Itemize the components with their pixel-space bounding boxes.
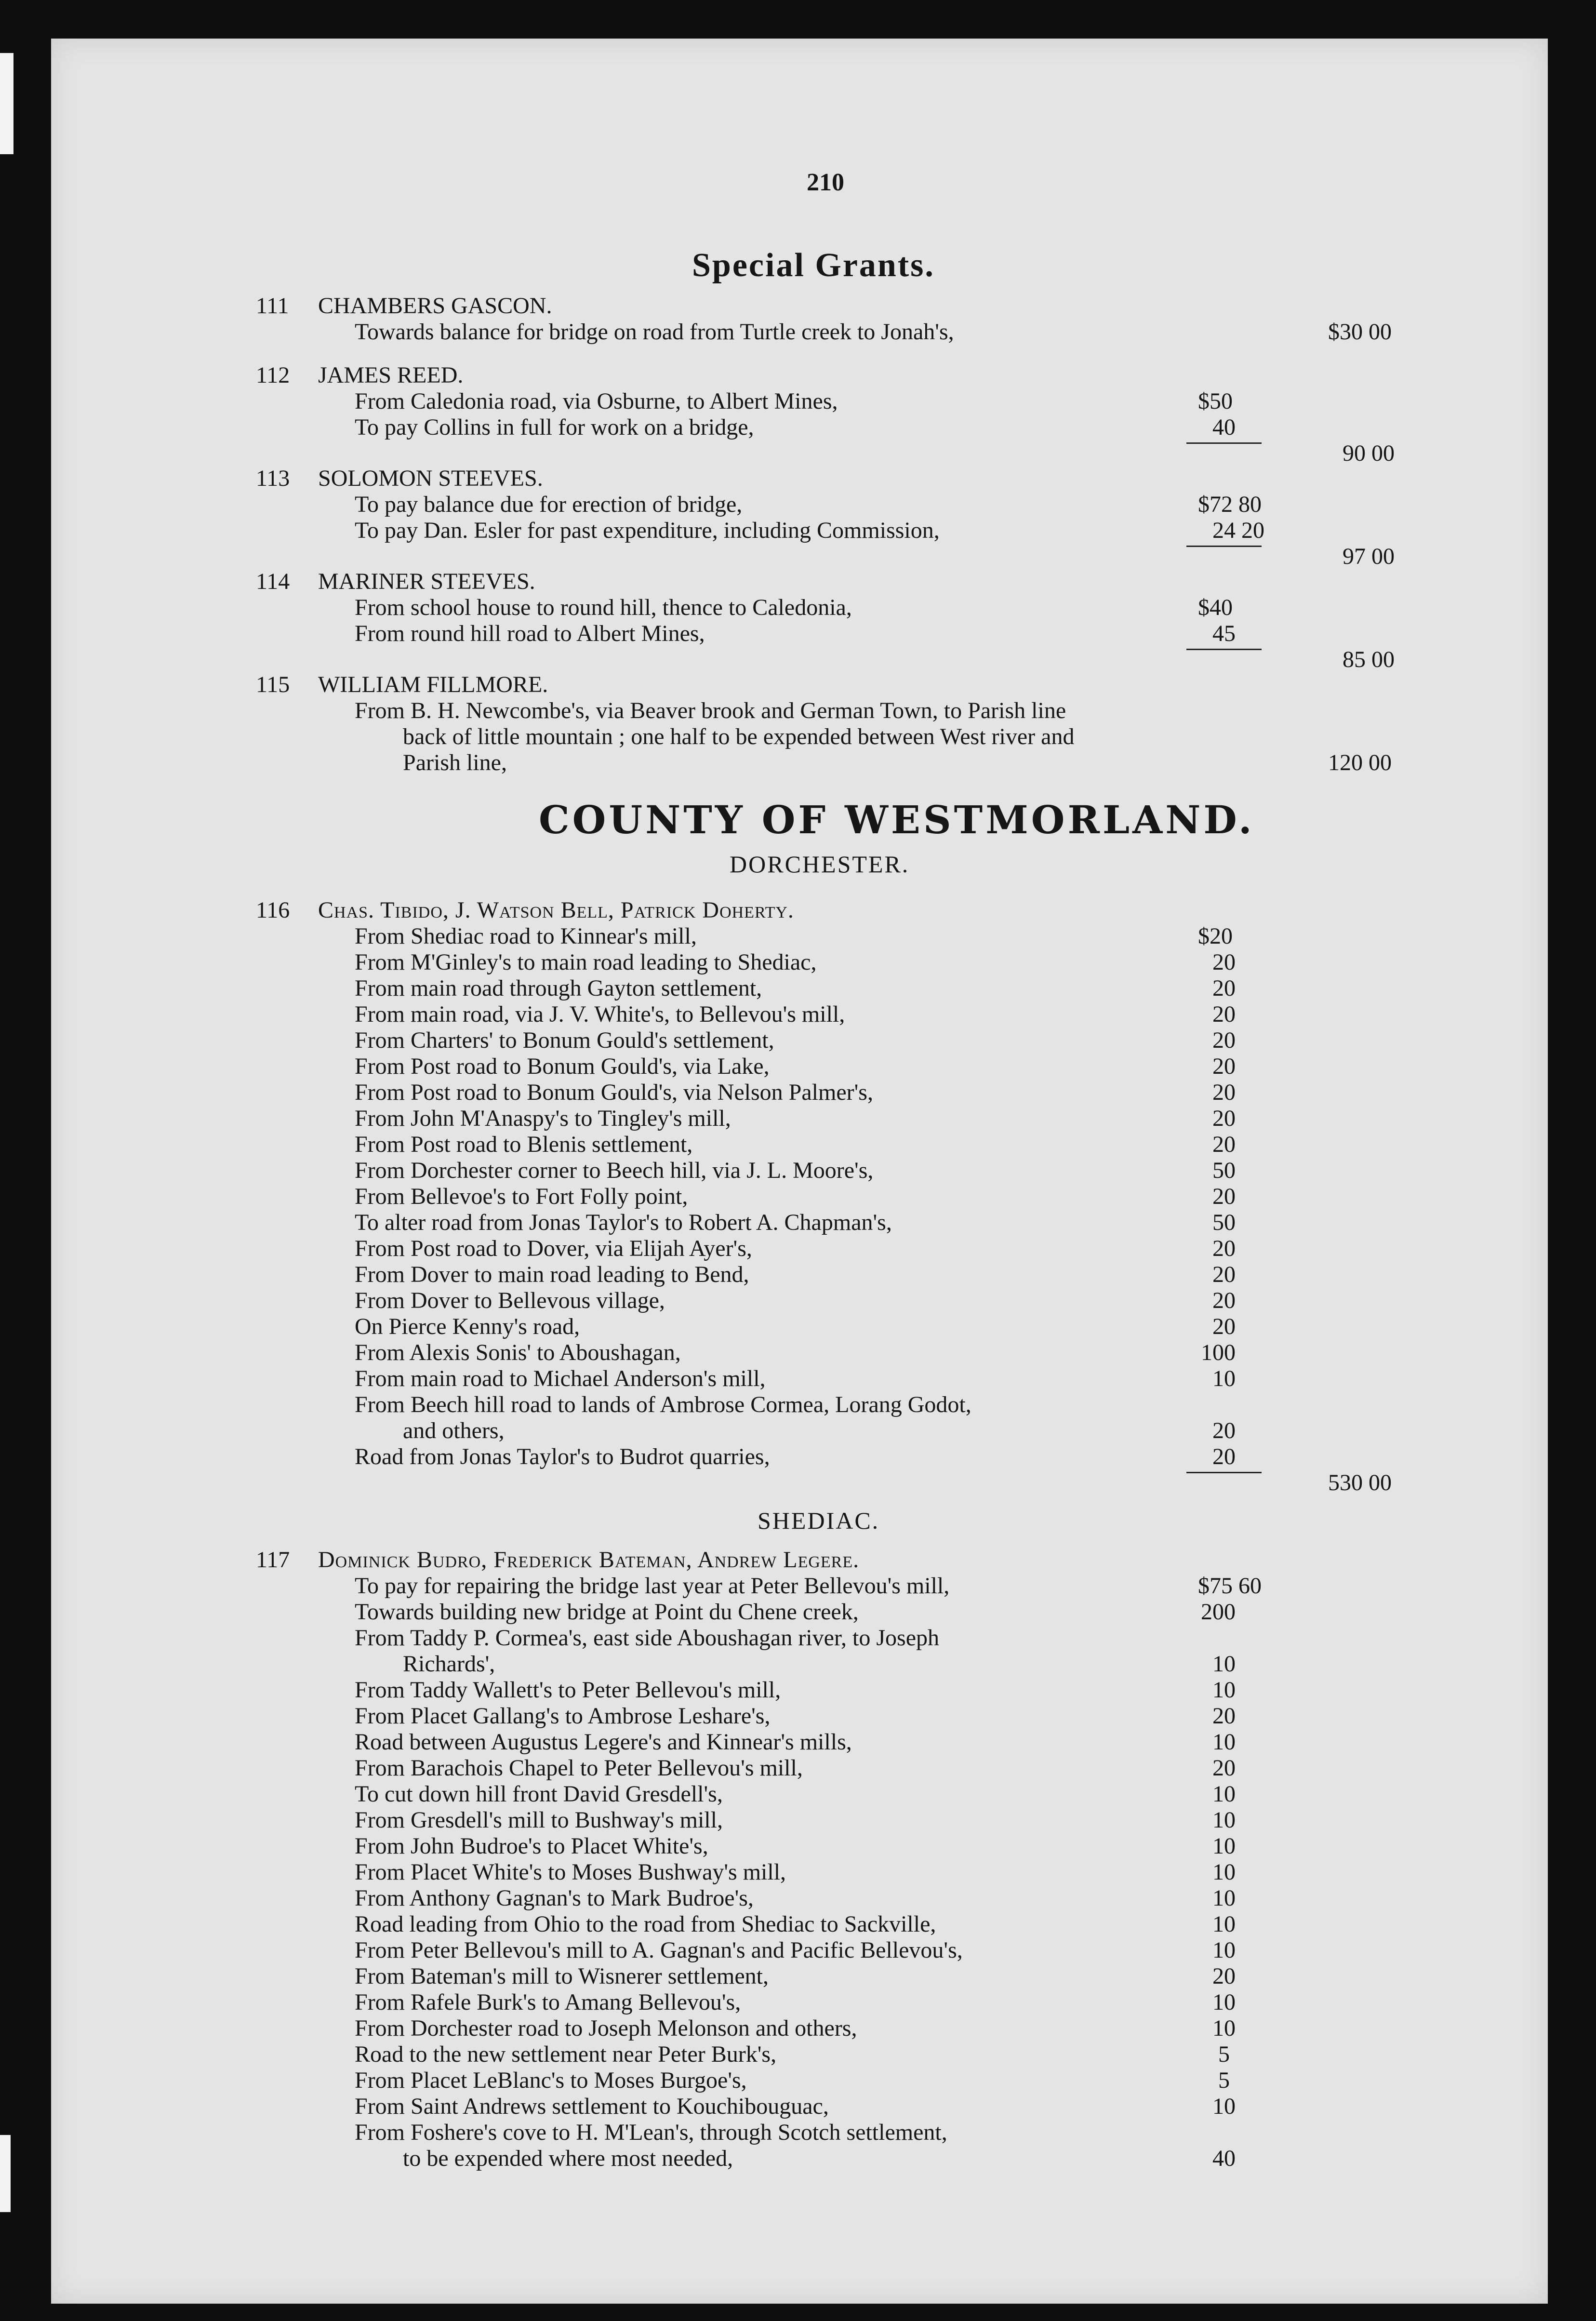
grant-total: 85 00	[1343, 647, 1395, 672]
section-title: Special Grants.	[692, 247, 935, 284]
grant-amount: 10	[1212, 1911, 1236, 1937]
grant-amount: 20	[1212, 975, 1236, 1001]
grant-line: From Peter Bellevou's mill to A. Gagnan's and Pacific Bellevou's,	[355, 1937, 963, 1963]
sum-rule	[1186, 649, 1262, 650]
grant-number: 114	[256, 569, 290, 594]
scan-edge-mark	[0, 2135, 11, 2212]
grant-line: to be expended where most needed,	[403, 2146, 733, 2171]
grant-amount: 40	[1212, 414, 1236, 440]
grant-line: From Anthony Gagnan's to Mark Budroe's,	[355, 1885, 754, 1911]
grant-line: From Taddy P. Cormea's, east side Aboushagan river, to Joseph	[355, 1625, 940, 1651]
grant-total: 97 00	[1343, 544, 1395, 569]
grant-line: From Post road to Dover, via Elijah Ayer's,	[355, 1236, 752, 1261]
grant-line: From Caledonia road, via Osburne, to Albert Mines,	[355, 388, 838, 414]
grant-number: 111	[256, 293, 289, 319]
grant-line: From Dover to Bellevous village,	[355, 1288, 665, 1313]
grant-amount: 50	[1212, 1210, 1236, 1235]
grant-amount: 10	[1212, 1729, 1236, 1755]
grant-amount: 20	[1212, 1262, 1236, 1287]
grant-line: back of little mountain ; one half to be expended between West river and	[403, 724, 1075, 749]
grant-line: From Bellevoe's to Fort Folly point,	[355, 1184, 688, 1209]
grant-amount: 20	[1212, 1444, 1236, 1469]
grant-line: From M'Ginley's to main road leading to Shediac,	[355, 949, 817, 975]
grant-amount: 20	[1212, 1184, 1236, 1209]
grant-line: To cut down hill front David Gresdell's,	[355, 1781, 723, 1807]
grantee-name: JAMES REED.	[318, 362, 464, 388]
grant-amount: 20	[1212, 1418, 1236, 1443]
grant-number: 117	[256, 1547, 290, 1573]
grant-amount: 10	[1212, 2094, 1236, 2119]
grant-amount: 5	[1218, 2041, 1230, 2067]
sum-rule	[1186, 442, 1262, 444]
grant-amount: 40	[1212, 2146, 1236, 2171]
grant-line: Road from Jonas Taylor's to Budrot quarries,	[355, 1444, 770, 1469]
grant-total: 530 00	[1328, 1470, 1392, 1495]
grant-line: From Charters' to Bonum Gould's settlement,	[355, 1027, 774, 1053]
grant-line: To pay for repairing the bridge last year at Peter Bellevou's mill,	[355, 1573, 950, 1599]
grant-line: From B. H. Newcombe's, via Beaver brook and German Town, to Parish line	[355, 698, 1066, 723]
scan-edge-mark	[0, 53, 13, 154]
parish-heading: SHEDIAC.	[758, 1507, 880, 1534]
grantee-name: SOLOMON STEEVES.	[318, 466, 543, 491]
grant-line: From Foshere's cove to H. M'Lean's, through Scotch settlement,	[355, 2120, 947, 2145]
grant-amount: 20	[1212, 1106, 1236, 1131]
grant-amount: 20	[1212, 1080, 1236, 1105]
grant-line: From John M'Anaspy's to Tingley's mill,	[355, 1106, 731, 1131]
grant-amount: 100	[1201, 1340, 1236, 1365]
grant-line: From main road to Michael Anderson's mill,	[355, 1366, 766, 1391]
grant-line: From main road through Gayton settlement,	[355, 975, 762, 1001]
grant-line: From Gresdell's mill to Bushway's mill,	[355, 1807, 723, 1833]
parish-heading: DORCHESTER.	[730, 851, 910, 878]
grant-line: and others,	[403, 1418, 505, 1443]
grant-line: From round hill road to Albert Mines,	[355, 621, 705, 646]
grant-total: $30 00	[1328, 319, 1392, 345]
grant-amount: 10	[1212, 2015, 1236, 2041]
grant-amount: 20	[1212, 949, 1236, 975]
grant-line: From Post road to Bonum Gould's, via Lake,	[355, 1054, 770, 1079]
grant-line: From Rafele Burk's to Amang Bellevou's,	[355, 1989, 741, 2015]
grant-line: From Bateman's mill to Wisnerer settlement,	[355, 1963, 769, 1989]
grant-line: To pay Collins in full for work on a bridge,	[355, 414, 754, 440]
grant-line: From Taddy Wallett's to Peter Bellevou's mill,	[355, 1677, 781, 1703]
grant-amount: 10	[1212, 1807, 1236, 1833]
grant-line: To alter road from Jonas Taylor's to Robert A. Chapman's,	[355, 1210, 892, 1235]
grant-amount: 10	[1212, 1885, 1236, 1911]
grant-line: From Placet White's to Moses Bushway's mill,	[355, 1859, 786, 1885]
grant-line: Richards',	[403, 1651, 495, 1677]
grant-line: To pay Dan. Esler for past expenditure, including Commission,	[355, 518, 940, 543]
grant-number: 116	[256, 897, 290, 923]
grantee-name: Chas. Tibido, J. Watson Bell, Patrick Doherty.	[318, 897, 794, 923]
grant-amount: 45	[1212, 621, 1236, 646]
grant-line: From Placet LeBlanc's to Moses Burgoe's,	[355, 2068, 747, 2093]
county-heading: COUNTY OF WESTMORLAND.	[539, 797, 1255, 842]
grant-number: 113	[256, 466, 290, 491]
grant-total: 90 00	[1343, 440, 1395, 466]
grant-amount: $40	[1198, 595, 1233, 620]
grant-line: From school house to round hill, thence to Caledonia,	[355, 595, 852, 620]
grant-amount: 10	[1212, 1677, 1236, 1703]
grant-line: To pay balance due for erection of bridge,	[355, 492, 743, 517]
grant-amount: 20	[1212, 1001, 1236, 1027]
grant-line: From main road, via J. V. White's, to Bellevou's mill,	[355, 1001, 845, 1027]
grant-amount: 20	[1212, 1755, 1236, 1781]
grant-line: Road between Augustus Legere's and Kinnear's mills,	[355, 1729, 852, 1755]
grant-amount: 20	[1212, 1054, 1236, 1079]
grant-amount: 10	[1212, 1859, 1236, 1885]
grant-amount: $75 60	[1198, 1573, 1262, 1599]
grant-line: From John Budroe's to Placet White's,	[355, 1833, 708, 1859]
grant-line: From Dover to main road leading to Bend,	[355, 1262, 749, 1287]
grant-amount: 10	[1212, 1781, 1236, 1807]
grant-number: 115	[256, 672, 290, 697]
grant-amount: 24 20	[1212, 518, 1264, 543]
grant-amount: 20	[1212, 1703, 1236, 1729]
grant-amount: 20	[1212, 1132, 1236, 1157]
grant-number: 112	[256, 362, 290, 388]
document-page	[51, 39, 1548, 2304]
grant-amount: 20	[1212, 1027, 1236, 1053]
grant-line: From Placet Gallang's to Ambrose Leshare's,	[355, 1703, 771, 1729]
grant-line: Parish line,	[403, 750, 507, 775]
grant-line: On Pierce Kenny's road,	[355, 1314, 580, 1339]
grant-total: 120 00	[1328, 750, 1392, 775]
grant-amount: 10	[1212, 1833, 1236, 1859]
grant-line: From Beech hill road to lands of Ambrose Cormea, Lorang Godot,	[355, 1392, 971, 1417]
grant-amount: 10	[1212, 1989, 1236, 2015]
grant-amount: $20	[1198, 923, 1233, 949]
grant-amount: 5	[1218, 2068, 1230, 2093]
grant-amount: 200	[1201, 1599, 1236, 1625]
grantee-name: WILLIAM FILLMORE.	[318, 672, 548, 697]
page-number: 210	[807, 169, 844, 196]
grant-amount: 20	[1212, 1236, 1236, 1261]
grant-line: Towards balance for bridge on road from Turtle creek to Jonah's,	[355, 319, 954, 345]
grant-line: Road to the new settlement near Peter Burk's,	[355, 2041, 777, 2067]
grant-line: From Post road to Bonum Gould's, via Nelson Palmer's,	[355, 1080, 873, 1105]
grant-line: From Saint Andrews settlement to Kouchibouguac,	[355, 2094, 829, 2119]
grant-line: From Shediac road to Kinnear's mill,	[355, 923, 697, 949]
grantee-name: CHAMBERS GASCON.	[318, 293, 552, 319]
grant-amount: 50	[1212, 1158, 1236, 1183]
grant-amount: 20	[1212, 1288, 1236, 1313]
grant-line: Towards building new bridge at Point du Chene creek,	[355, 1599, 859, 1625]
grant-line: Road leading from Ohio to the road from Shediac to Sackville,	[355, 1911, 936, 1937]
sum-rule	[1186, 546, 1262, 547]
grant-line: From Post road to Blenis settlement,	[355, 1132, 693, 1157]
grant-amount: 10	[1212, 1651, 1236, 1677]
grant-line: From Dorchester road to Joseph Melonson and others,	[355, 2015, 857, 2041]
grant-amount: 10	[1212, 1366, 1236, 1391]
grant-line: From Alexis Sonis' to Aboushagan,	[355, 1340, 681, 1365]
grant-amount: 20	[1212, 1314, 1236, 1339]
grantee-name: MARINER STEEVES.	[318, 569, 535, 594]
grant-line: From Dorchester corner to Beech hill, via J. L. Moore's,	[355, 1158, 874, 1183]
sum-rule	[1186, 1472, 1262, 1473]
grantee-name: Dominick Budro, Frederick Bateman, Andrew Legere.	[318, 1547, 860, 1573]
grant-amount: 20	[1212, 1963, 1236, 1989]
grant-amount: $50	[1198, 388, 1233, 414]
grant-amount: 10	[1212, 1937, 1236, 1963]
grant-amount: $72 80	[1198, 492, 1262, 517]
grant-line: From Barachois Chapel to Peter Bellevou's mill,	[355, 1755, 803, 1781]
